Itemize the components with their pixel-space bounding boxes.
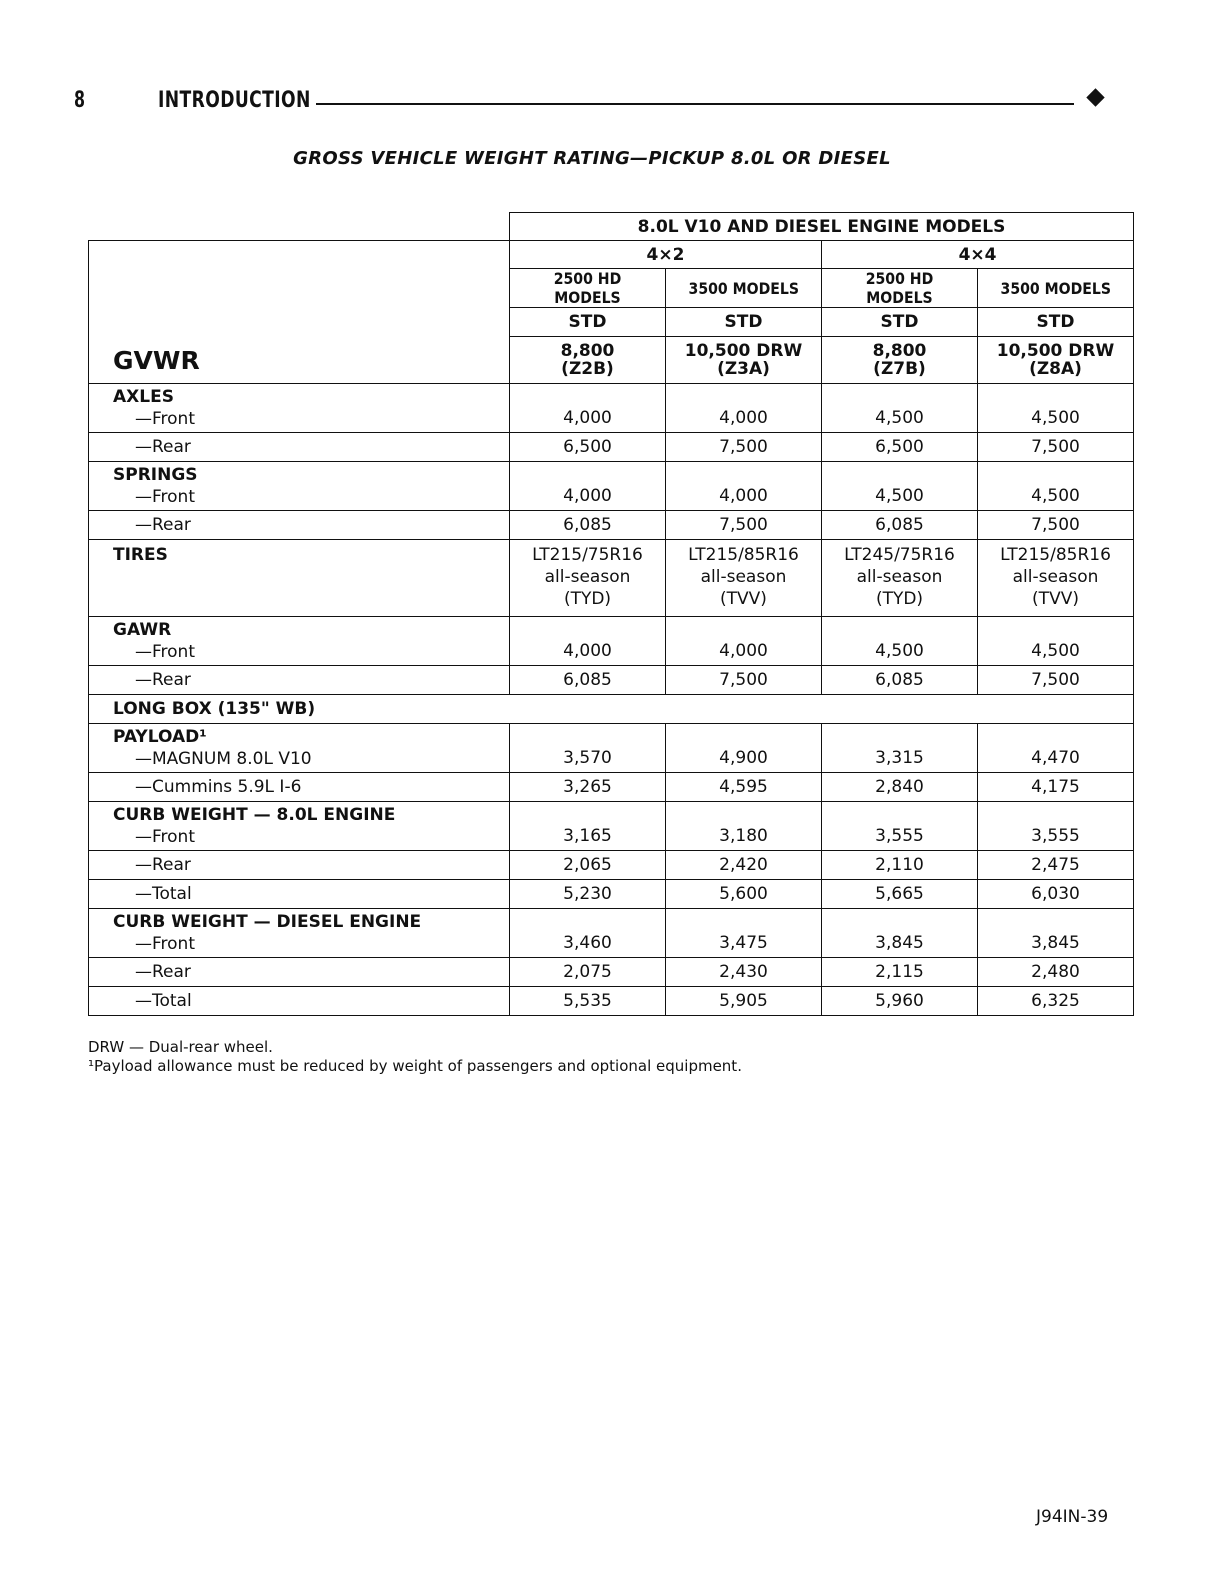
drive-4x4: 4×4 bbox=[822, 241, 1134, 269]
value-cell: 5,600 bbox=[666, 880, 822, 909]
value-cell: 5,535 bbox=[510, 987, 666, 1016]
value-cell: 5,230 bbox=[510, 880, 666, 909]
footnotes bbox=[88, 1038, 742, 1076]
value-cell: 3,475 bbox=[666, 909, 822, 958]
value-cell: 5,960 bbox=[822, 987, 978, 1016]
value-cell: 2,065 bbox=[510, 851, 666, 880]
table-row: —Cummins 5.9L I-6 3,265 4,595 2,840 4,175 bbox=[89, 773, 1134, 802]
header-rule bbox=[316, 103, 1074, 105]
value-cell: 7,500 bbox=[978, 511, 1134, 540]
curb-diesel-label: CURB WEIGHT — DIESEL ENGINE bbox=[113, 912, 422, 932]
value-cell: 4,000 bbox=[666, 617, 822, 666]
table-row: GAWR —Front 4,000 4,000 4,500 4,500 bbox=[89, 617, 1134, 666]
drive-4x2: 4×2 bbox=[510, 241, 822, 269]
value-cell: 7,500 bbox=[978, 433, 1134, 462]
std-cell: STD bbox=[510, 308, 666, 337]
value-cell: 4,470 bbox=[978, 724, 1134, 773]
value-cell: 4,000 bbox=[666, 384, 822, 433]
gvwr-value: 10,500 DRW (Z8A) bbox=[978, 337, 1134, 384]
std-cell: STD bbox=[978, 308, 1134, 337]
value-cell: 6,085 bbox=[510, 511, 666, 540]
value-cell: 7,500 bbox=[978, 666, 1134, 695]
value-cell: 3,165 bbox=[510, 802, 666, 851]
model-header: 2500 HD MODELS bbox=[553, 269, 622, 307]
table-row: —Rear 2,075 2,430 2,115 2,480 bbox=[89, 958, 1134, 987]
value-cell: 3,570 bbox=[510, 724, 666, 773]
value-cell: 4,500 bbox=[978, 384, 1134, 433]
value-cell: 4,175 bbox=[978, 773, 1134, 802]
value-cell: 3,555 bbox=[822, 802, 978, 851]
table-title: GROSS VEHICLE WEIGHT RATING—PICKUP 8.0L OR DIESEL bbox=[293, 148, 891, 169]
engine-header: 8.0L V10 AND DIESEL ENGINE MODELS bbox=[510, 213, 1134, 241]
value-cell: 2,110 bbox=[822, 851, 978, 880]
page-header bbox=[74, 88, 1108, 118]
table-row: —Total 5,535 5,905 5,960 6,325 bbox=[89, 987, 1134, 1016]
value-cell: 6,085 bbox=[510, 666, 666, 695]
value-cell: 7,500 bbox=[666, 433, 822, 462]
value-cell: 6,085 bbox=[822, 511, 978, 540]
model-header: 2500 HD MODELS bbox=[865, 269, 934, 307]
payload-label: PAYLOAD¹ bbox=[113, 727, 207, 747]
value-cell: 5,665 bbox=[822, 880, 978, 909]
value-cell: 4,900 bbox=[666, 724, 822, 773]
value-cell: 5,905 bbox=[666, 987, 822, 1016]
table-row: PAYLOAD¹ —MAGNUM 8.0L V10 3,570 4,900 3,315 4,470 bbox=[89, 724, 1134, 773]
curb-8l-label: CURB WEIGHT — 8.0L ENGINE bbox=[113, 805, 396, 825]
gvwr-value: 10,500 DRW (Z3A) bbox=[666, 337, 822, 384]
value-cell: 4,500 bbox=[978, 462, 1134, 511]
value-cell: 7,500 bbox=[666, 666, 822, 695]
value-cell: 2,480 bbox=[978, 958, 1134, 987]
value-cell: 2,420 bbox=[666, 851, 822, 880]
table-row: CURB WEIGHT — DIESEL ENGINE —Front 3,460 3,475 3,845 3,845 bbox=[89, 909, 1134, 958]
drw-note: DRW — Dual-rear wheel. bbox=[88, 1038, 273, 1056]
figure-code: J94IN-39 bbox=[1036, 1507, 1109, 1527]
tire-cell: LT215/85R16 all-season (TVV) bbox=[666, 540, 822, 617]
payload-note: ¹Payload allowance must be reduced by weight of passengers and optional equipment. bbox=[88, 1057, 742, 1075]
value-cell: 4,500 bbox=[978, 617, 1134, 666]
section-title: INTRODUCTION bbox=[158, 88, 311, 113]
gvwr-table bbox=[88, 212, 1134, 1016]
long-box-label: LONG BOX (135" WB) bbox=[89, 695, 1134, 724]
table-row: AXLES —Front 4,000 4,000 4,500 4,500 bbox=[89, 384, 1134, 433]
table-row bbox=[89, 540, 1134, 617]
value-cell: 4,500 bbox=[822, 617, 978, 666]
value-cell: 4,000 bbox=[510, 617, 666, 666]
value-cell: 3,315 bbox=[822, 724, 978, 773]
std-cell: STD bbox=[666, 308, 822, 337]
value-cell: 6,325 bbox=[978, 987, 1134, 1016]
page-number: 8 bbox=[74, 88, 86, 113]
axles-label: AXLES bbox=[113, 387, 174, 407]
value-cell: 3,460 bbox=[510, 909, 666, 958]
value-cell: 2,075 bbox=[510, 958, 666, 987]
gvwr-label: GVWR bbox=[89, 241, 510, 384]
value-cell: 4,000 bbox=[666, 462, 822, 511]
springs-label: SPRINGS bbox=[113, 465, 198, 485]
tire-cell: LT215/75R16 all-season (TYD) bbox=[510, 540, 666, 617]
value-cell: 2,840 bbox=[822, 773, 978, 802]
gvwr-value: 8,800 (Z2B) bbox=[510, 337, 666, 384]
value-cell: 4,000 bbox=[510, 462, 666, 511]
tires-label: TIRES bbox=[89, 540, 510, 617]
value-cell: 6,500 bbox=[822, 433, 978, 462]
value-cell: 6,030 bbox=[978, 880, 1134, 909]
value-cell: 3,845 bbox=[978, 909, 1134, 958]
model-header: 3500 MODELS bbox=[688, 278, 799, 298]
diamond-icon bbox=[1086, 88, 1104, 106]
gawr-label: GAWR bbox=[113, 620, 172, 640]
table-row: —Rear 6,500 7,500 6,500 7,500 bbox=[89, 433, 1134, 462]
table-row: —Rear 6,085 7,500 6,085 7,500 bbox=[89, 666, 1134, 695]
value-cell: 2,430 bbox=[666, 958, 822, 987]
value-cell: 4,595 bbox=[666, 773, 822, 802]
gvwr-value: 8,800 (Z7B) bbox=[822, 337, 978, 384]
table-row: CURB WEIGHT — 8.0L ENGINE —Front 3,165 3,180 3,555 3,555 bbox=[89, 802, 1134, 851]
value-cell: 3,265 bbox=[510, 773, 666, 802]
tire-cell: LT245/75R16 all-season (TYD) bbox=[822, 540, 978, 617]
tire-cell: LT215/85R16 all-season (TVV) bbox=[978, 540, 1134, 617]
value-cell: 3,555 bbox=[978, 802, 1134, 851]
model-header: 3500 MODELS bbox=[1000, 278, 1111, 298]
table-row bbox=[89, 695, 1134, 724]
value-cell: 4,500 bbox=[822, 462, 978, 511]
value-cell: 6,500 bbox=[510, 433, 666, 462]
value-cell: 2,475 bbox=[978, 851, 1134, 880]
value-cell: 3,180 bbox=[666, 802, 822, 851]
table-row: —Rear 6,085 7,500 6,085 7,500 bbox=[89, 511, 1134, 540]
value-cell: 4,500 bbox=[822, 384, 978, 433]
value-cell: 2,115 bbox=[822, 958, 978, 987]
value-cell: 7,500 bbox=[666, 511, 822, 540]
value-cell: 4,000 bbox=[510, 384, 666, 433]
table-row: —Rear 2,065 2,420 2,110 2,475 bbox=[89, 851, 1134, 880]
table-row: —Total 5,230 5,600 5,665 6,030 bbox=[89, 880, 1134, 909]
std-cell: STD bbox=[822, 308, 978, 337]
value-cell: 6,085 bbox=[822, 666, 978, 695]
table-row: SPRINGS —Front 4,000 4,000 4,500 4,500 bbox=[89, 462, 1134, 511]
value-cell: 3,845 bbox=[822, 909, 978, 958]
